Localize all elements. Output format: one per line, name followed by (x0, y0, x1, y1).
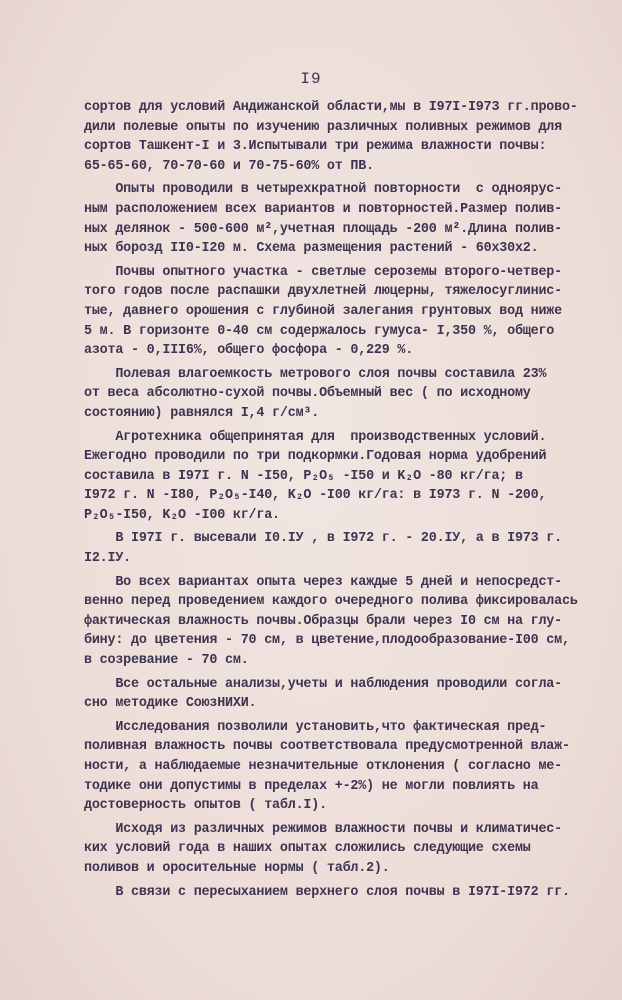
text-line: ных борозд II0-I20 м. Схема размещения растений - 60х30х2. (84, 241, 539, 257)
text-line: Исходя из различных режимов влажности почвы и климатичес- (84, 821, 562, 837)
body-text (84, 98, 578, 906)
paragraph (84, 428, 574, 526)
text-line: азота - 0,III6%, общего фосфора - 0,229 %. (84, 343, 414, 359)
text-line: сно методике СоюзНИХИ. (84, 696, 257, 712)
text-line: 65-65-60, 70-70-60 и 70-75-60% от ПВ. (84, 158, 374, 174)
paragraph (84, 675, 574, 714)
text-line: Полевая влагоемкость метрового слоя почвы составила 23% (84, 366, 547, 382)
paragraph (84, 573, 578, 671)
paragraph (84, 883, 574, 903)
text-line: Почвы опытного участка - светлые сероземы второго-четвер- (84, 264, 562, 280)
text-line: ных делянок - 500-600 м²,учетная площадь -200 м².Длина полив- (84, 221, 562, 237)
text-line: P₂O₅-I50, K₂O -I00 кг/га. (84, 507, 280, 523)
paragraph (84, 718, 574, 816)
text-line: от веса абсолютно-сухой почвы.Объемный вес ( по исходному (84, 386, 531, 402)
text-line: Все остальные анализы,учеты и наблюдения проводили согла- (84, 676, 562, 692)
paragraph (84, 98, 578, 176)
text-line: венно перед проведением каждого очередного полива фиксировалась (84, 594, 578, 610)
text-line: Исследования позволили установить,что фактическая пред- (84, 719, 547, 735)
text-line: сортов для условий Андижанской области,мы в I97I-I973 гг.прово- (84, 100, 578, 115)
text-line: ным расположением всех вариантов и повторностей.Размер полив- (84, 201, 562, 217)
text-line: Опыты проводили в четырехкратной повторности с одноярус- (84, 182, 562, 198)
text-line: Агротехника общепринятая для производственных условий. (84, 429, 547, 445)
page-number: I9 (300, 70, 322, 88)
text-line: В I97I г. высевали I0.IУ , в I972 г. - 20.IУ, а в I973 г. (84, 531, 562, 547)
text-line: сортов Ташкент-I и 3.Испытывали три режима влажности почвы: (84, 139, 547, 155)
text-line: I972 г. N -I80, P₂O₅-I40, K₂O -I00 кг/га: в I973 г. N -200, (84, 488, 547, 504)
text-line: 5 м. В горизонте 0-40 см содержалось гумуса- I,350 %, общего (84, 323, 555, 339)
text-line: составила в I97I г. N -I50, P₂O₅ -I50 и K₂O -80 кг/га; в (84, 468, 523, 484)
text-line: ности, а наблюдаемые незначительные отклонения ( согласно ме- (84, 759, 562, 774)
text-line: Во всех вариантах опыта через каждые 5 дней и непосредст- (84, 574, 562, 590)
text-line: состоянию) равнялся I,4 г/см³. (84, 405, 320, 421)
text-line: достоверность опытов ( табл.I). (84, 798, 327, 814)
text-line: поливов и оросительные нормы ( табл.2). (84, 860, 390, 876)
text-line: В связи с пересыханием верхнего слоя почвы в I97I-I972 гг. (84, 884, 570, 900)
paragraph (84, 263, 574, 361)
text-line: поливная влажность почвы соответствовала предусмотренной влаж- (84, 739, 570, 755)
text-line: в созревание - 70 см. (84, 653, 249, 669)
text-line: ких условий года в наших опытах сложились следующие схемы (84, 841, 531, 857)
text-line: I2.IУ. (84, 551, 132, 567)
paragraph (84, 529, 574, 568)
text-line: тодике они допустимы в пределах +-2%) не могли повлиять на (84, 778, 539, 794)
text-line: бину: до цветения - 70 см, в цветение,плодообразование-I00 см, (84, 633, 570, 649)
text-line: Ежегодно проводили по три подкормки.Годовая норма удобрений (84, 449, 547, 465)
text-line: дили полевые опыты по изучению различных поливных режимов для (84, 119, 562, 135)
paragraph (84, 180, 574, 258)
text-line: того годов после распашки двухлетней люцерны, тяжелосуглинис- (84, 284, 562, 300)
paragraph (84, 820, 574, 879)
text-line: тые, давнего орошения с глубиной залегания грунтовых вод ниже (84, 303, 562, 319)
text-line: фактическая влажность почвы.Образцы брали через I0 см на глу- (84, 613, 562, 629)
paragraph (84, 365, 574, 424)
